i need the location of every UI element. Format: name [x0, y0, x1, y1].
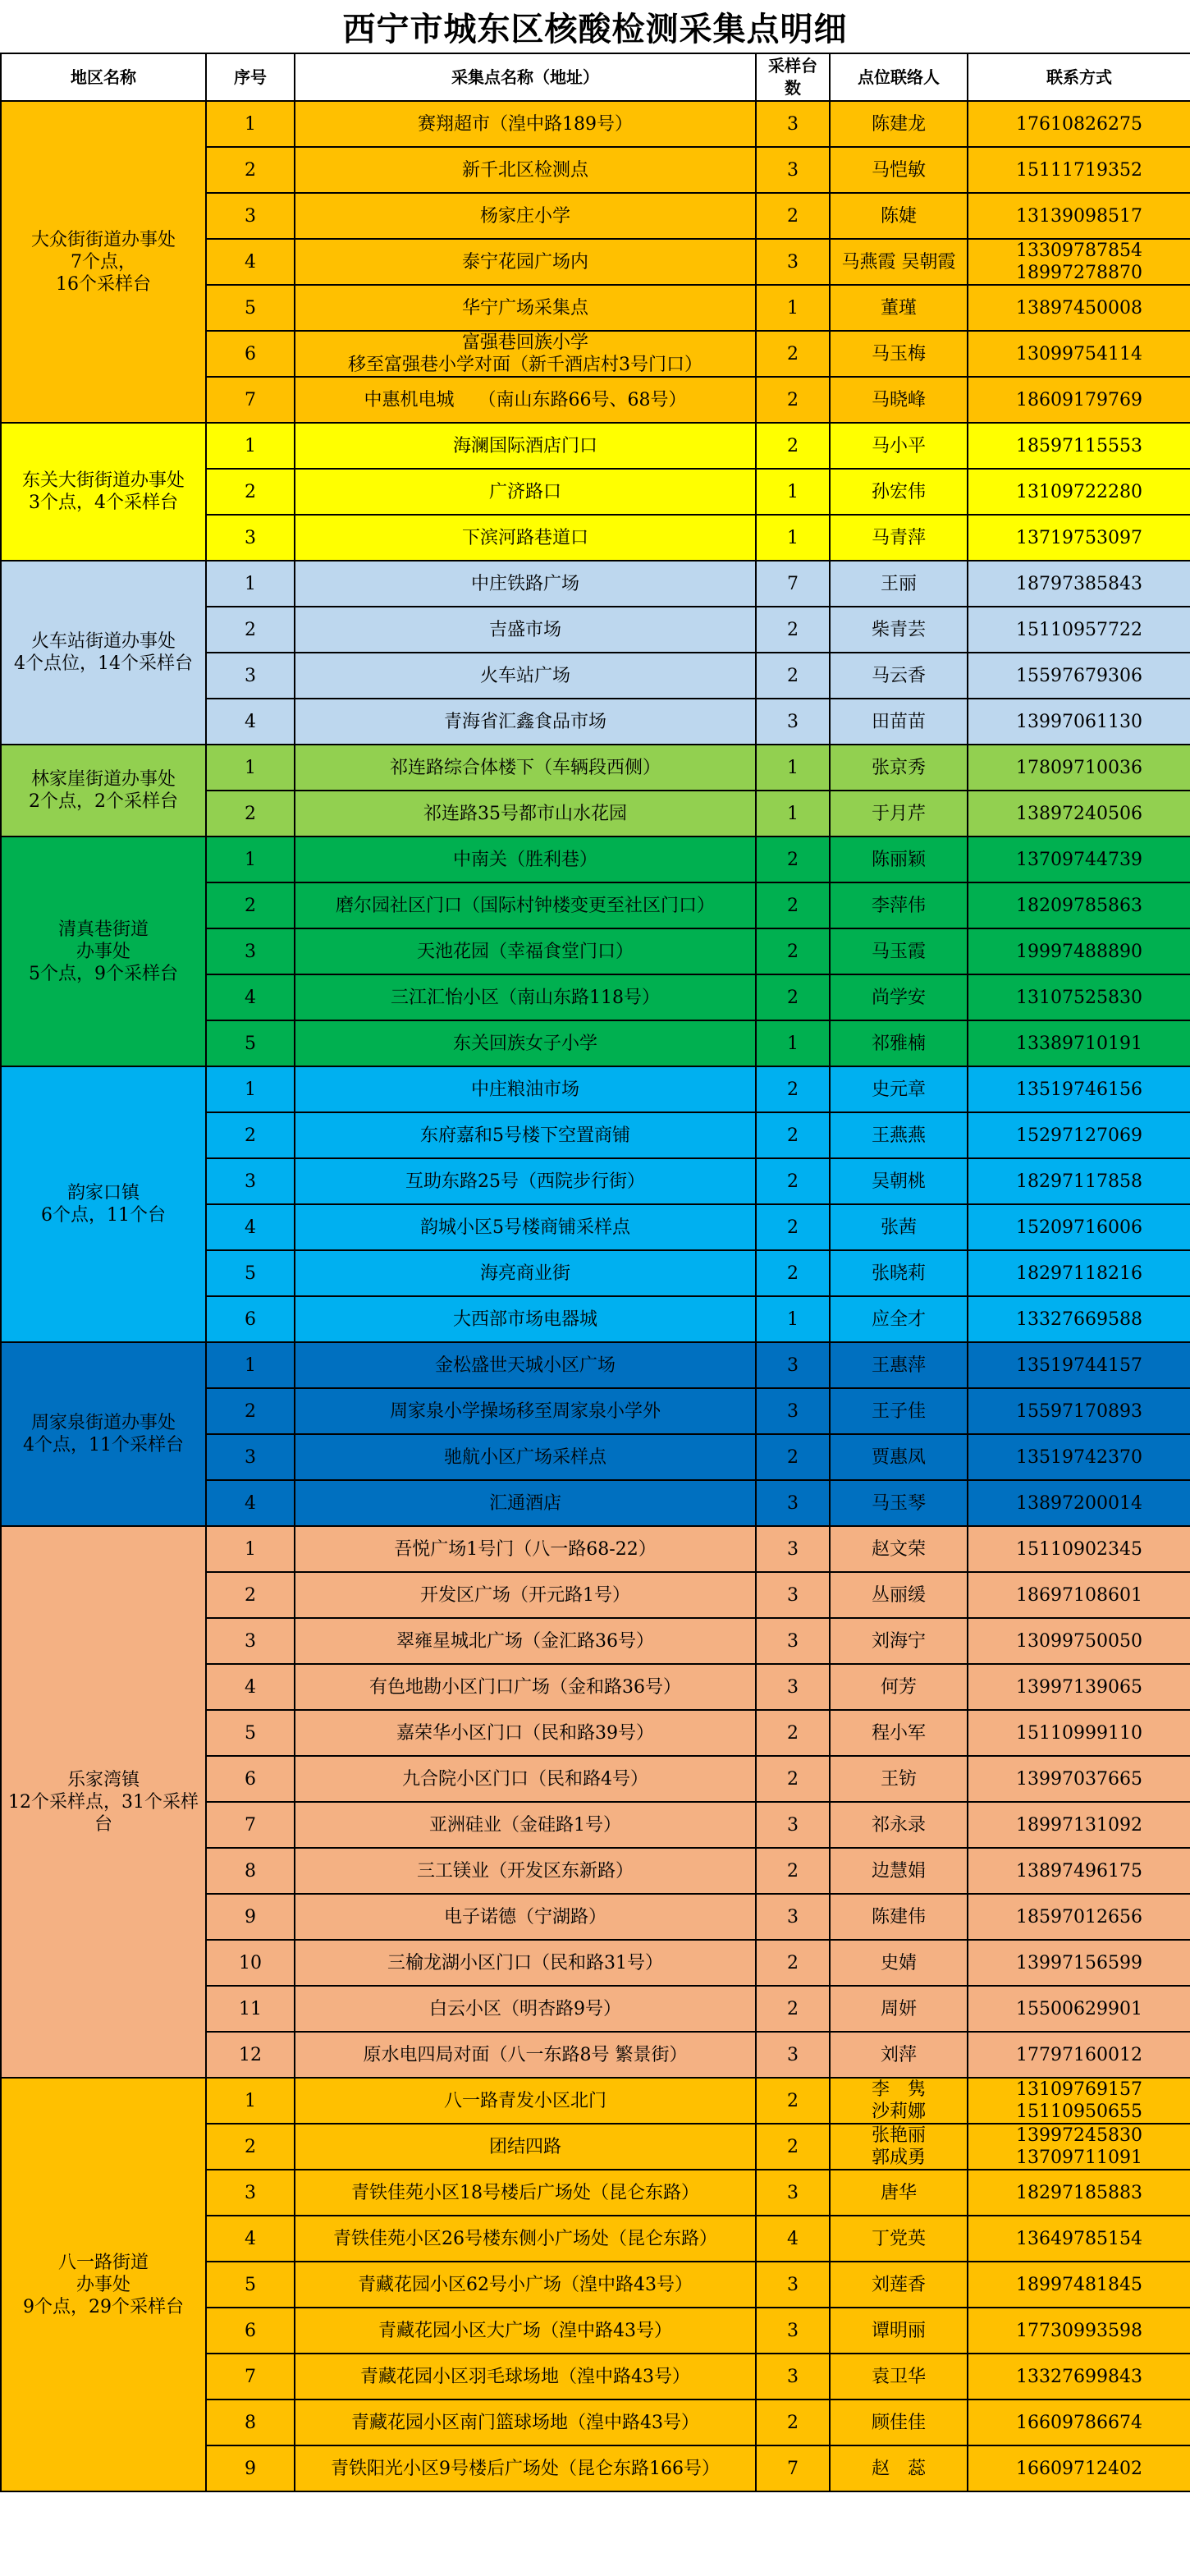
- phone-number-cell: 13519746156: [968, 1066, 1190, 1112]
- table-row: [1, 101, 1190, 147]
- sampler-count-cell: 2: [756, 193, 830, 239]
- sampler-count-cell: 3: [756, 2032, 830, 2078]
- site-name-cell: 白云小区（明杏路9号）: [295, 1986, 756, 2032]
- seq-cell: 5: [206, 2262, 295, 2308]
- phone-number-cell: 17809710036: [968, 745, 1190, 791]
- phone-number-cell: 13099750050: [968, 1618, 1190, 1664]
- sampler-count-cell: 2: [756, 377, 830, 423]
- seq-cell: 3: [206, 653, 295, 699]
- site-name-cell: 八一路青发小区北门: [295, 2078, 756, 2124]
- sampler-count-cell: 2: [756, 1756, 830, 1802]
- phone-number-cell: 13109722280: [968, 469, 1190, 515]
- site-name-cell: 金松盛世天城小区广场: [295, 1342, 756, 1388]
- sampler-count-cell: 4: [756, 2216, 830, 2262]
- site-name-cell: 青藏花园小区大广场（湟中路43号）: [295, 2308, 756, 2354]
- header-count: 采样台数: [756, 53, 830, 101]
- phone-number-cell: 13997139065: [968, 1664, 1190, 1710]
- district-name-cell: 八一路街道 办事处 9个点，29个采样台: [1, 2078, 206, 2491]
- site-name-cell: 青海省汇鑫食品市场: [295, 699, 756, 745]
- contact-person-cell: 马燕霞 吴朝霞: [830, 239, 968, 285]
- site-name-cell: 东关回族女子小学: [295, 1020, 756, 1066]
- contact-person-cell: 史婧: [830, 1940, 968, 1986]
- sampler-count-cell: 2: [756, 1204, 830, 1250]
- phone-number-cell: 13099754114: [968, 331, 1190, 377]
- site-name-cell: 赛翔超市（湟中路189号）: [295, 101, 756, 147]
- seq-cell: 1: [206, 837, 295, 882]
- table-row: [1, 561, 1190, 607]
- district-name-cell: 乐家湾镇 12个采样点，31个采样 台: [1, 1526, 206, 2078]
- phone-number-cell: 15110957722: [968, 607, 1190, 653]
- site-name-cell: 嘉荣华小区门口（民和路39号）: [295, 1710, 756, 1756]
- phone-number-cell: 18297185883: [968, 2170, 1190, 2216]
- sampler-count-cell: 7: [756, 561, 830, 607]
- phone-number-cell: 15209716006: [968, 1204, 1190, 1250]
- seq-cell: 2: [206, 147, 295, 193]
- seq-cell: 6: [206, 331, 295, 377]
- site-name-cell: 汇通酒店: [295, 1480, 756, 1526]
- seq-cell: 1: [206, 423, 295, 469]
- sampler-count-cell: 2: [756, 837, 830, 882]
- phone-number-cell: 13709744739: [968, 837, 1190, 882]
- seq-cell: 8: [206, 1848, 295, 1894]
- sampler-count-cell: 1: [756, 285, 830, 331]
- phone-number-cell: 13897450008: [968, 285, 1190, 331]
- sampler-count-cell: 1: [756, 745, 830, 791]
- seq-cell: 4: [206, 974, 295, 1020]
- site-name-cell: 翠雍星城北广场（金汇路36号）: [295, 1618, 756, 1664]
- seq-cell: 4: [206, 1480, 295, 1526]
- table-body: [1, 101, 1190, 2491]
- seq-cell: 1: [206, 561, 295, 607]
- contact-person-cell: 马小平: [830, 423, 968, 469]
- seq-cell: 3: [206, 1618, 295, 1664]
- site-name-cell: 三工镁业（开发区东新路）: [295, 1848, 756, 1894]
- sampler-count-cell: 3: [756, 2354, 830, 2400]
- site-name-cell: 天池花园（幸福食堂门口）: [295, 928, 756, 974]
- site-name-cell: 原水电四局对面（八一东路8号 繁景街）: [295, 2032, 756, 2078]
- contact-person-cell: 马恺敏: [830, 147, 968, 193]
- site-name-cell: 中南关（胜利巷）: [295, 837, 756, 882]
- contact-person-cell: 何芳: [830, 1664, 968, 1710]
- contact-person-cell: 田苗苗: [830, 699, 968, 745]
- sampler-count-cell: 2: [756, 1112, 830, 1158]
- district-name-cell: 清真巷街道 办事处 5个点，9个采样台: [1, 837, 206, 1066]
- sampler-count-cell: 3: [756, 1526, 830, 1572]
- contact-person-cell: 柴青芸: [830, 607, 968, 653]
- phone-number-cell: 13519742370: [968, 1434, 1190, 1480]
- contact-person-cell: 陈婕: [830, 193, 968, 239]
- phone-number-cell: 13897200014: [968, 1480, 1190, 1526]
- site-name-cell: 三江汇怡小区（南山东路118号）: [295, 974, 756, 1020]
- seq-cell: 9: [206, 2445, 295, 2491]
- contact-person-cell: 马云香: [830, 653, 968, 699]
- phone-number-cell: 13997245830 13709711091: [968, 2124, 1190, 2170]
- site-name-cell: 大西部市场电器城: [295, 1296, 756, 1342]
- header-row: [1, 53, 1190, 101]
- header-phone: 联系方式: [968, 53, 1190, 101]
- seq-cell: 4: [206, 1664, 295, 1710]
- site-name-cell: 驰航小区广场采样点: [295, 1434, 756, 1480]
- sampler-count-cell: 3: [756, 1618, 830, 1664]
- sampler-count-cell: 2: [756, 1250, 830, 1296]
- contact-person-cell: 陈丽颖: [830, 837, 968, 882]
- contact-person-cell: 于月芹: [830, 791, 968, 837]
- contact-person-cell: 程小军: [830, 1710, 968, 1756]
- seq-cell: 7: [206, 2354, 295, 2400]
- sampler-count-cell: 1: [756, 1020, 830, 1066]
- seq-cell: 5: [206, 285, 295, 331]
- phone-number-cell: 13389710191: [968, 1020, 1190, 1066]
- sampler-count-cell: 2: [756, 2400, 830, 2445]
- contact-person-cell: 祁雅楠: [830, 1020, 968, 1066]
- sampler-count-cell: 3: [756, 2308, 830, 2354]
- site-name-cell: 青铁阳光小区9号楼后广场处（昆仑东路166号）: [295, 2445, 756, 2491]
- contact-person-cell: 祁永录: [830, 1802, 968, 1848]
- seq-cell: 2: [206, 607, 295, 653]
- site-name-cell: 青藏花园小区62号小广场（湟中路43号）: [295, 2262, 756, 2308]
- sampler-count-cell: 3: [756, 699, 830, 745]
- site-name-cell: 团结四路: [295, 2124, 756, 2170]
- sampler-count-cell: 3: [756, 1342, 830, 1388]
- contact-person-cell: 张晓莉: [830, 1250, 968, 1296]
- phone-number-cell: 13519744157: [968, 1342, 1190, 1388]
- phone-number-cell: 19997488890: [968, 928, 1190, 974]
- sampler-count-cell: 2: [756, 1158, 830, 1204]
- sampler-count-cell: 2: [756, 423, 830, 469]
- site-name-cell: 下滨河路巷道口: [295, 515, 756, 561]
- contact-person-cell: 唐华: [830, 2170, 968, 2216]
- phone-number-cell: 13719753097: [968, 515, 1190, 561]
- seq-cell: 3: [206, 1158, 295, 1204]
- site-name-cell: 杨家庄小学: [295, 193, 756, 239]
- contact-person-cell: 王子佳: [830, 1388, 968, 1434]
- contact-person-cell: 张艳丽 郭成勇: [830, 2124, 968, 2170]
- contact-person-cell: 孙宏伟: [830, 469, 968, 515]
- district-name-cell: 韵家口镇 6个点，11个台: [1, 1066, 206, 1342]
- contact-person-cell: 王钫: [830, 1756, 968, 1802]
- sampler-count-cell: 1: [756, 469, 830, 515]
- seq-cell: 4: [206, 699, 295, 745]
- sampler-count-cell: 3: [756, 1572, 830, 1618]
- sampler-count-cell: 2: [756, 1434, 830, 1480]
- contact-person-cell: 王惠萍: [830, 1342, 968, 1388]
- site-name-cell: 火车站广场: [295, 653, 756, 699]
- phone-number-cell: 15110999110: [968, 1710, 1190, 1756]
- seq-cell: 10: [206, 1940, 295, 1986]
- contact-person-cell: 刘萍: [830, 2032, 968, 2078]
- phone-number-cell: 13309787854 18997278870: [968, 239, 1190, 285]
- contact-person-cell: 马青萍: [830, 515, 968, 561]
- contact-person-cell: 陈建伟: [830, 1894, 968, 1940]
- seq-cell: 8: [206, 2400, 295, 2445]
- phone-number-cell: 18997131092: [968, 1802, 1190, 1848]
- sampler-count-cell: 2: [756, 1986, 830, 2032]
- sampler-count-cell: 2: [756, 1710, 830, 1756]
- sampler-count-cell: 3: [756, 2262, 830, 2308]
- seq-cell: 3: [206, 515, 295, 561]
- site-name-cell: 东府嘉和5号楼下空置商铺: [295, 1112, 756, 1158]
- seq-cell: 11: [206, 1986, 295, 2032]
- sampler-count-cell: 3: [756, 1388, 830, 1434]
- header-no: 序号: [206, 53, 295, 101]
- table-row: [1, 1526, 1190, 1572]
- site-name-cell: 周家泉小学操场移至周家泉小学外: [295, 1388, 756, 1434]
- seq-cell: 12: [206, 2032, 295, 2078]
- district-name-cell: 火车站街道办事处 4个点位，14个采样台: [1, 561, 206, 745]
- sampler-count-cell: 2: [756, 1848, 830, 1894]
- site-name-cell: 九合院小区门口（民和路4号）: [295, 1756, 756, 1802]
- contact-person-cell: 边慧娟: [830, 1848, 968, 1894]
- phone-number-cell: 18597012656: [968, 1894, 1190, 1940]
- contact-person-cell: 马玉梅: [830, 331, 968, 377]
- district-name-cell: 大众街街道办事处 7个点， 16个采样台: [1, 101, 206, 423]
- site-name-cell: 泰宁花园广场内: [295, 239, 756, 285]
- contact-person-cell: 丛丽缓: [830, 1572, 968, 1618]
- district-name-cell: 东关大街街道办事处 3个点，4个采样台: [1, 423, 206, 561]
- site-name-cell: 祁连路综合体楼下（车辆段西侧）: [295, 745, 756, 791]
- phone-number-cell: 13327669588: [968, 1296, 1190, 1342]
- contact-person-cell: 史元章: [830, 1066, 968, 1112]
- seq-cell: 4: [206, 2216, 295, 2262]
- site-name-cell: 富强巷回族小学 移至富强巷小学对面（新千酒店村3号门口）: [295, 331, 756, 377]
- seq-cell: 6: [206, 2308, 295, 2354]
- phone-number-cell: 13997156599: [968, 1940, 1190, 1986]
- sampler-count-cell: 3: [756, 101, 830, 147]
- seq-cell: 2: [206, 1388, 295, 1434]
- seq-cell: 7: [206, 377, 295, 423]
- site-name-cell: 吾悦广场1号门（八一路68-22）: [295, 1526, 756, 1572]
- contact-person-cell: 李萍伟: [830, 882, 968, 928]
- sampler-count-cell: 7: [756, 2445, 830, 2491]
- district-name-cell: 林家崖街道办事处 2个点，2个采样台: [1, 745, 206, 837]
- table-row: [1, 423, 1190, 469]
- phone-number-cell: 18297118216: [968, 1250, 1190, 1296]
- seq-cell: 9: [206, 1894, 295, 1940]
- contact-person-cell: 马玉霞: [830, 928, 968, 974]
- site-name-cell: 海亮商业街: [295, 1250, 756, 1296]
- phone-number-cell: 17730993598: [968, 2308, 1190, 2354]
- contact-person-cell: 刘莲香: [830, 2262, 968, 2308]
- seq-cell: 2: [206, 1572, 295, 1618]
- sampler-count-cell: 2: [756, 1066, 830, 1112]
- site-name-cell: 中惠机电城 （南山东路66号、68号）: [295, 377, 756, 423]
- phone-number-cell: 18209785863: [968, 882, 1190, 928]
- phone-number-cell: 16609712402: [968, 2445, 1190, 2491]
- site-name-cell: 三榆龙湖小区门口（民和路31号）: [295, 1940, 756, 1986]
- page-title: 西宁市城东区核酸检测采集点明细: [342, 9, 848, 48]
- sampler-count-cell: 2: [756, 974, 830, 1020]
- phone-number-cell: 18609179769: [968, 377, 1190, 423]
- contact-person-cell: 刘海宁: [830, 1618, 968, 1664]
- contact-person-cell: 赵文荣: [830, 1526, 968, 1572]
- contact-person-cell: 袁卫华: [830, 2354, 968, 2400]
- phone-number-cell: 13139098517: [968, 193, 1190, 239]
- site-name-cell: 中庄粮油市场: [295, 1066, 756, 1112]
- sampler-count-cell: 3: [756, 239, 830, 285]
- site-name-cell: 广济路口: [295, 469, 756, 515]
- sampler-count-cell: 1: [756, 515, 830, 561]
- contact-person-cell: 马晓峰: [830, 377, 968, 423]
- district-name-cell: 周家泉街道办事处 4个点，11个采样台: [1, 1342, 206, 1526]
- site-name-cell: 互助东路25号（西院步行街）: [295, 1158, 756, 1204]
- sampler-count-cell: 2: [756, 882, 830, 928]
- phone-number-cell: 15297127069: [968, 1112, 1190, 1158]
- sampler-count-cell: 2: [756, 653, 830, 699]
- contact-person-cell: 应全才: [830, 1296, 968, 1342]
- seq-cell: 1: [206, 745, 295, 791]
- sampler-count-cell: 3: [756, 1894, 830, 1940]
- site-name-cell: 新千北区检测点: [295, 147, 756, 193]
- table-row: [1, 1342, 1190, 1388]
- seq-cell: 3: [206, 2170, 295, 2216]
- phone-number-cell: 13649785154: [968, 2216, 1190, 2262]
- contact-person-cell: 李 隽 沙莉娜: [830, 2078, 968, 2124]
- contact-person-cell: 贾惠凤: [830, 1434, 968, 1480]
- sampler-count-cell: 1: [756, 1296, 830, 1342]
- site-name-cell: 青藏花园小区羽毛球场地（湟中路43号）: [295, 2354, 756, 2400]
- seq-cell: 2: [206, 791, 295, 837]
- sampler-count-cell: 2: [756, 1940, 830, 1986]
- phone-number-cell: 18697108601: [968, 1572, 1190, 1618]
- table-row: [1, 837, 1190, 882]
- contact-person-cell: 吴朝桃: [830, 1158, 968, 1204]
- contact-person-cell: 顾佳佳: [830, 2400, 968, 2445]
- phone-number-cell: 13327699843: [968, 2354, 1190, 2400]
- contact-person-cell: 张京秀: [830, 745, 968, 791]
- site-name-cell: 青藏花园小区南门篮球场地（湟中路43号）: [295, 2400, 756, 2445]
- collection-sites-table: [0, 53, 1190, 2492]
- seq-cell: 5: [206, 1250, 295, 1296]
- phone-number-cell: 13997061130: [968, 699, 1190, 745]
- site-name-cell: 有色地勘小区门口广场（金和路36号）: [295, 1664, 756, 1710]
- sampler-count-cell: 3: [756, 1480, 830, 1526]
- sampler-count-cell: 3: [756, 1664, 830, 1710]
- sampler-count-cell: 2: [756, 2078, 830, 2124]
- header-district: 地区名称: [1, 53, 206, 101]
- phone-number-cell: 15111719352: [968, 147, 1190, 193]
- contact-person-cell: 丁党英: [830, 2216, 968, 2262]
- phone-number-cell: 15500629901: [968, 1986, 1190, 2032]
- seq-cell: 2: [206, 469, 295, 515]
- table-row: [1, 745, 1190, 791]
- phone-number-cell: 15597170893: [968, 1388, 1190, 1434]
- seq-cell: 1: [206, 101, 295, 147]
- phone-number-cell: 13109769157 15110950655: [968, 2078, 1190, 2124]
- sampler-count-cell: 2: [756, 928, 830, 974]
- phone-number-cell: 18997481845: [968, 2262, 1190, 2308]
- seq-cell: 7: [206, 1802, 295, 1848]
- seq-cell: 3: [206, 928, 295, 974]
- site-name-cell: 磨尔园社区门口（国际村钟楼变更至社区门口）: [295, 882, 756, 928]
- phone-number-cell: 15110902345: [968, 1526, 1190, 1572]
- seq-cell: 4: [206, 1204, 295, 1250]
- site-name-cell: 祁连路35号都市山水花园: [295, 791, 756, 837]
- phone-number-cell: 18297117858: [968, 1158, 1190, 1204]
- site-name-cell: 亚洲硅业（金硅路1号）: [295, 1802, 756, 1848]
- header-contact: 点位联络人: [830, 53, 968, 101]
- contact-person-cell: 陈建龙: [830, 101, 968, 147]
- phone-number-cell: 18597115553: [968, 423, 1190, 469]
- contact-person-cell: 王燕燕: [830, 1112, 968, 1158]
- sampler-count-cell: 3: [756, 2170, 830, 2216]
- site-name-cell: 电子诺德（宁湖路）: [295, 1894, 756, 1940]
- phone-number-cell: 16609786674: [968, 2400, 1190, 2445]
- seq-cell: 2: [206, 2124, 295, 2170]
- table-row: [1, 1066, 1190, 1112]
- site-name-cell: 开发区广场（开元路1号）: [295, 1572, 756, 1618]
- phone-number-cell: 15597679306: [968, 653, 1190, 699]
- sampler-count-cell: 3: [756, 147, 830, 193]
- contact-person-cell: 尚学安: [830, 974, 968, 1020]
- phone-number-cell: 13107525830: [968, 974, 1190, 1020]
- seq-cell: 6: [206, 1756, 295, 1802]
- seq-cell: 5: [206, 1020, 295, 1066]
- phone-number-cell: 17797160012: [968, 2032, 1190, 2078]
- sampler-count-cell: 2: [756, 2124, 830, 2170]
- seq-cell: 1: [206, 1526, 295, 1572]
- site-name-cell: 青铁佳苑小区18号楼后广场处（昆仑东路）: [295, 2170, 756, 2216]
- contact-person-cell: 谭明丽: [830, 2308, 968, 2354]
- site-name-cell: 吉盛市场: [295, 607, 756, 653]
- sampler-count-cell: 3: [756, 1802, 830, 1848]
- seq-cell: 2: [206, 1112, 295, 1158]
- site-name-cell: 青铁佳苑小区26号楼东侧小广场处（昆仑东路）: [295, 2216, 756, 2262]
- seq-cell: 5: [206, 1710, 295, 1756]
- contact-person-cell: 赵 蕊: [830, 2445, 968, 2491]
- header-site: 采集点名称（地址）: [295, 53, 756, 101]
- phone-number-cell: 18797385843: [968, 561, 1190, 607]
- sampler-count-cell: 2: [756, 331, 830, 377]
- contact-person-cell: 董瑾: [830, 285, 968, 331]
- seq-cell: 6: [206, 1296, 295, 1342]
- seq-cell: 1: [206, 1342, 295, 1388]
- site-name-cell: 韵城小区5号楼商铺采样点: [295, 1204, 756, 1250]
- contact-person-cell: 王丽: [830, 561, 968, 607]
- phone-number-cell: 13897240506: [968, 791, 1190, 837]
- site-name-cell: 华宁广场采集点: [295, 285, 756, 331]
- seq-cell: 4: [206, 239, 295, 285]
- seq-cell: 3: [206, 193, 295, 239]
- seq-cell: 2: [206, 882, 295, 928]
- contact-person-cell: 周妍: [830, 1986, 968, 2032]
- contact-person-cell: 张茜: [830, 1204, 968, 1250]
- phone-number-cell: 13997037665: [968, 1756, 1190, 1802]
- table-row: [1, 2078, 1190, 2124]
- phone-number-cell: 13897496175: [968, 1848, 1190, 1894]
- contact-person-cell: 马玉琴: [830, 1480, 968, 1526]
- seq-cell: 1: [206, 1066, 295, 1112]
- phone-number-cell: 17610826275: [968, 101, 1190, 147]
- seq-cell: 1: [206, 2078, 295, 2124]
- sampler-count-cell: 1: [756, 791, 830, 837]
- site-name-cell: 中庄铁路广场: [295, 561, 756, 607]
- site-name-cell: 海澜国际酒店门口: [295, 423, 756, 469]
- seq-cell: 3: [206, 1434, 295, 1480]
- sampler-count-cell: 2: [756, 607, 830, 653]
